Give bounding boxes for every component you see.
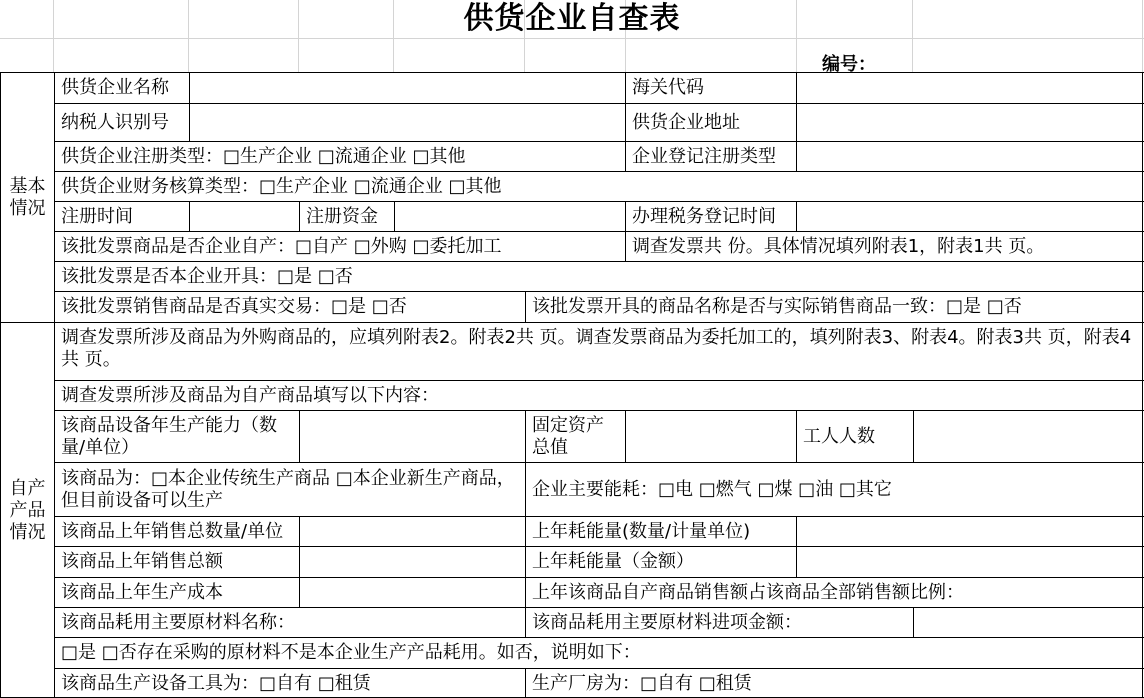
self-sales-ratio-label[interactable]: 上年该商品自产商品销售额占该商品全部销售额比例： (525, 577, 1144, 607)
supplier-name-label: 供货企业名称 (54, 72, 189, 103)
registration-time-field[interactable] (189, 201, 299, 231)
section-basic-label: 基本 情况 (0, 72, 54, 322)
taxpayer-id-label: 纳税人识别号 (54, 103, 189, 141)
last-year-cost-label: 该商品上年生产成本 (54, 577, 299, 607)
raw-material-name-label[interactable]: 该商品耗用主要原材料名称： (54, 607, 525, 637)
registration-type-label: 企业登记注册类型 (625, 141, 796, 171)
energy-amount-label: 上年耗能量（金额） (525, 546, 796, 577)
customs-code-field[interactable] (796, 72, 1144, 103)
customs-code-label: 海关代码 (625, 72, 796, 103)
issued-by-self-question[interactable]: 该批发票是否本企业开具：□是 □否 (54, 261, 1144, 291)
self-produced-question[interactable]: 该批发票商品是否企业自产：□自产 □外购 □委托加工 (54, 231, 625, 261)
raw-material-amount-label: 该商品耗用主要原材料进项金额： (525, 607, 913, 637)
table-right-border (1142, 72, 1143, 698)
purchased-material-question[interactable]: □是 □否存在采购的原材料不是本企业生产产品耗用。如否，说明如下： (54, 637, 1144, 668)
fixed-assets-label: 固定资产总值 (525, 410, 625, 462)
capacity-field[interactable] (299, 410, 525, 462)
raw-material-amount-field[interactable] (913, 607, 1144, 637)
tax-registration-time-label: 办理税务登记时间 (625, 201, 796, 231)
tax-registration-time-field[interactable] (796, 201, 1144, 231)
section-product-label: 自产 产品 情况 (0, 322, 54, 698)
taxpayer-id-field[interactable] (189, 103, 625, 141)
workers-label: 工人人数 (796, 410, 913, 462)
last-year-amount-label: 该商品上年销售总额 (54, 546, 299, 577)
real-trade-question[interactable]: 该批发票销售商品是否真实交易：□是 □否 (54, 291, 525, 322)
energy-type-question[interactable]: 企业主要能耗：□电 □燃气 □煤 □油 □其它 (525, 462, 1144, 516)
registration-type-field[interactable] (796, 141, 1144, 171)
fixed-assets-field[interactable] (625, 410, 796, 462)
equipment-ownership-question[interactable]: 该商品生产设备工具为：□自有 □租赁 (54, 668, 525, 698)
registered-capital-field[interactable] (394, 201, 625, 231)
energy-qty-field[interactable] (796, 516, 1144, 546)
supplier-name-field[interactable] (189, 72, 625, 103)
supplier-address-label: 供货企业地址 (625, 103, 796, 141)
registered-capital-label: 注册资金 (299, 201, 394, 231)
supplier-address-field[interactable] (796, 103, 1144, 141)
accounting-type[interactable]: 供货企业财务核算类型：□生产企业 □流通企业 □其他 (54, 171, 1144, 201)
serial-number-label: 编号： (822, 54, 876, 75)
self-goods-note: 调查发票所涉及商品为自产商品填写以下内容： (54, 380, 1144, 410)
workers-field[interactable] (913, 410, 1144, 462)
registration-time-label: 注册时间 (54, 201, 189, 231)
last-year-amount-field[interactable] (299, 546, 525, 577)
page-title: 供货企业自查表 (463, 1, 681, 36)
capacity-label: 该商品设备年生产能力（数量/单位） (54, 410, 299, 462)
last-year-cost-field[interactable] (299, 577, 525, 607)
invoice-count-note: 调查发票共 份。具体情况填列附表1，附表1共 页。 (625, 231, 1144, 261)
last-year-qty-label: 该商品上年销售总数量/单位 (54, 516, 299, 546)
last-year-qty-field[interactable] (299, 516, 525, 546)
plant-ownership-question[interactable]: 生产厂房为：□自有 □租赁 (525, 668, 1144, 698)
external-goods-note: 调查发票所涉及商品为外购商品的，应填列附表2。附表2共 页。调查发票商品为委托加工的，填列附表3、附表4。附表3共 页，附表4共 页。 (54, 322, 1144, 380)
registration-type[interactable]: 供货企业注册类型：□生产企业 □流通企业 □其他 (54, 141, 625, 171)
energy-amount-field[interactable] (796, 546, 1144, 577)
name-match-question[interactable]: 该批发票开具的商品名称是否与实际销售商品一致：□是 □否 (525, 291, 1144, 322)
product-type-question[interactable]: 该商品为：□本企业传统生产商品 □本企业新生产商品，但目前设备可以生产 (54, 462, 525, 516)
energy-qty-label: 上年耗能量(数量/计量单位) (525, 516, 796, 546)
